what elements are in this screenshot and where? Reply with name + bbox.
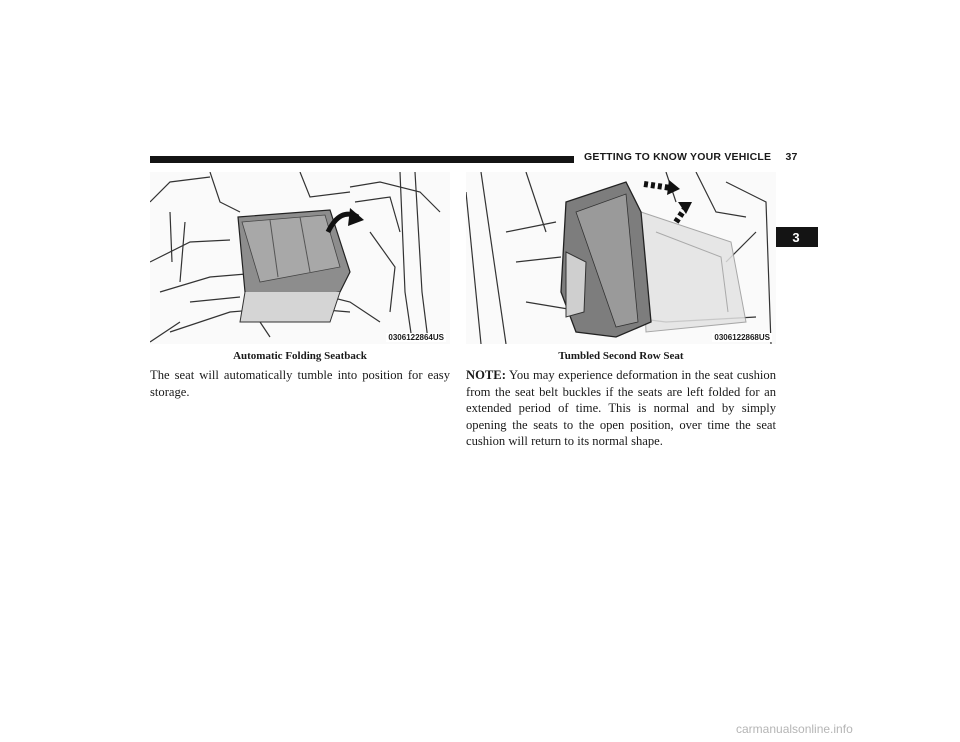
tumbled-seat-illustration xyxy=(466,172,776,344)
watermark: carmanualsonline.info xyxy=(736,722,853,736)
seatback-illustration xyxy=(150,172,450,344)
figure-code: 0306122868US xyxy=(714,333,770,342)
header-rule xyxy=(150,156,574,163)
page-number: 37 xyxy=(785,151,798,163)
figure-automatic-folding-seatback xyxy=(150,172,450,344)
body-paragraph: The seat will automatically tumble into position for easy storage. xyxy=(150,368,450,399)
figure-caption: Automatic Folding Seatback xyxy=(233,350,367,362)
note-label: NOTE: xyxy=(466,368,506,382)
note-body: You may experience deformation in the seat cushion from the seat belt buckles if the seats are left folded for an extended period of time. This is normal and by simply opening the seats to the open position, over time the seat cushion will return to its normal shape. xyxy=(466,368,776,448)
figure-code: 0306122864US xyxy=(388,333,444,342)
note-paragraph xyxy=(466,367,776,450)
section-title: GETTING TO KNOW YOUR VEHICLE xyxy=(584,151,772,163)
figure-caption: Tumbled Second Row Seat xyxy=(558,350,684,362)
running-header xyxy=(584,151,798,163)
figure-tumbled-second-row-seat xyxy=(466,172,776,344)
chapter-tab: 3 xyxy=(774,227,818,247)
